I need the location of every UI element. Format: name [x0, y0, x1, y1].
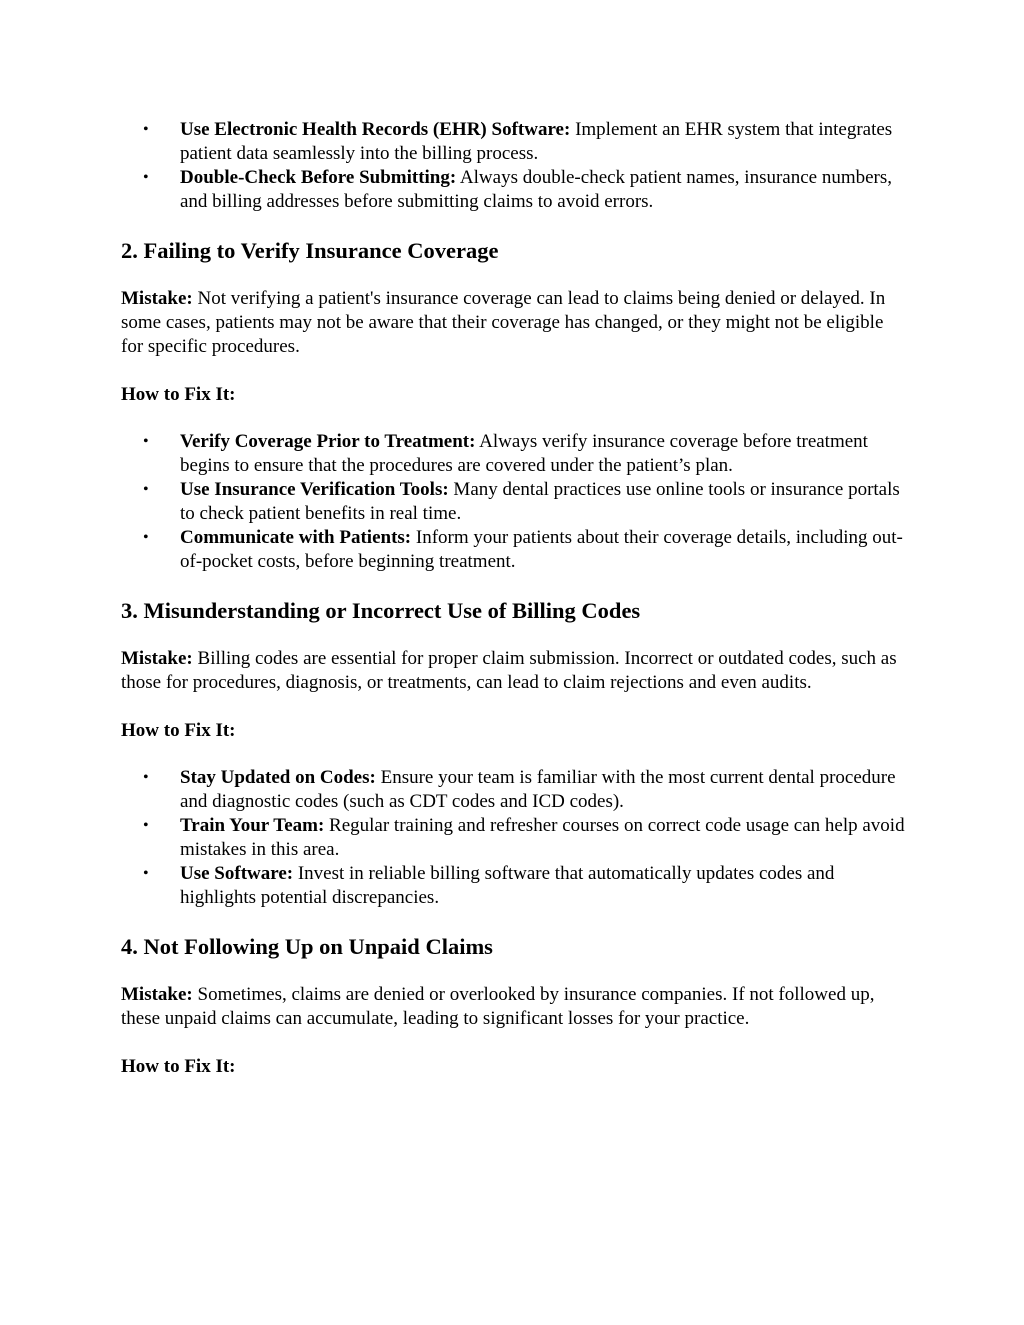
mistake-paragraph	[121, 647, 906, 695]
bullet-term: Use Insurance Verification Tools:	[180, 479, 449, 500]
bullet-term: Train Your Team:	[180, 815, 325, 836]
list-item	[121, 430, 906, 478]
fix-heading: How to Fix It:	[121, 384, 236, 405]
bullet-text: Ensure your team is familiar with the most current dental procedure and diagnostic codes (such as CDT codes and ICD codes).	[180, 767, 896, 812]
fix-bullet-list	[121, 766, 906, 910]
intro-bullet-list	[121, 118, 906, 214]
mistake-label: Mistake:	[121, 288, 193, 309]
mistake-text: Sometimes, claims are denied or overlooked by insurance companies. If not followed up, these unpaid claims can accumulate, leading to significant losses for your practice.	[121, 984, 875, 1029]
bullet-icon: •	[143, 865, 149, 882]
section-heading: 2. Failing to Verify Insurance Coverage	[121, 238, 499, 263]
list-item	[121, 862, 906, 910]
mistake-paragraph	[121, 287, 906, 359]
bullet-icon: •	[143, 121, 149, 138]
bullet-term: Double-Check Before Submitting:	[180, 167, 457, 188]
bullet-text: Invest in reliable billing software that automatically updates codes and highlights potential discrepancies.	[180, 863, 835, 908]
bullet-text: Implement an EHR system that integrates patient data seamlessly into the billing process.	[180, 119, 893, 164]
bullet-term: Stay Updated on Codes:	[180, 767, 376, 788]
mistake-label: Mistake:	[121, 648, 193, 669]
bullet-term: Use Software:	[180, 863, 294, 884]
fix-bullet-list	[121, 430, 906, 574]
bullet-text: Inform your patients about their coverage details, including out-of-pocket costs, before beginning treatment.	[180, 527, 903, 572]
fix-heading: How to Fix It:	[121, 1056, 236, 1077]
list-item	[121, 118, 906, 166]
list-item	[121, 766, 906, 814]
bullet-term: Use Electronic Health Records (EHR) Software:	[180, 119, 571, 140]
bullet-icon: •	[143, 529, 149, 546]
bullet-text: Regular training and refresher courses on correct code usage can help avoid mistakes in this area.	[180, 815, 905, 860]
section-heading: 3. Misunderstanding or Incorrect Use of Billing Codes	[121, 598, 641, 623]
mistake-label: Mistake:	[121, 984, 193, 1005]
list-item	[121, 478, 906, 526]
list-item	[121, 526, 906, 574]
bullet-text: Always double-check patient names, insurance numbers, and billing addresses before submitting claims to avoid errors.	[180, 167, 893, 212]
bullet-term: Communicate with Patients:	[180, 527, 412, 548]
list-item	[121, 814, 906, 862]
bullet-icon: •	[143, 769, 149, 786]
bullet-text: Always verify insurance coverage before treatment begins to ensure that the procedures are covered under the patient’s plan.	[180, 431, 868, 476]
bullet-icon: •	[143, 169, 149, 186]
bullet-text: Many dental practices use online tools or insurance portals to check patient benefits in real time.	[180, 479, 900, 524]
mistake-text: Not verifying a patient's insurance coverage can lead to claims being denied or delayed. In some cases, patients may not be aware that their coverage has changed, or they might not be eligible for specific procedures.	[121, 288, 886, 357]
mistake-paragraph	[121, 983, 906, 1031]
bullet-icon: •	[143, 817, 149, 834]
fix-heading: How to Fix It:	[121, 720, 236, 741]
list-item	[121, 166, 906, 214]
bullet-icon: •	[143, 481, 149, 498]
document-page	[121, 118, 906, 1079]
mistake-text: Billing codes are essential for proper claim submission. Incorrect or outdated codes, such as those for procedures, diagnosis, or treatments, can lead to claim rejections and even audits.	[121, 648, 897, 693]
bullet-term: Verify Coverage Prior to Treatment:	[180, 431, 476, 452]
section-heading: 4. Not Following Up on Unpaid Claims	[121, 934, 493, 959]
bullet-icon: •	[143, 433, 149, 450]
